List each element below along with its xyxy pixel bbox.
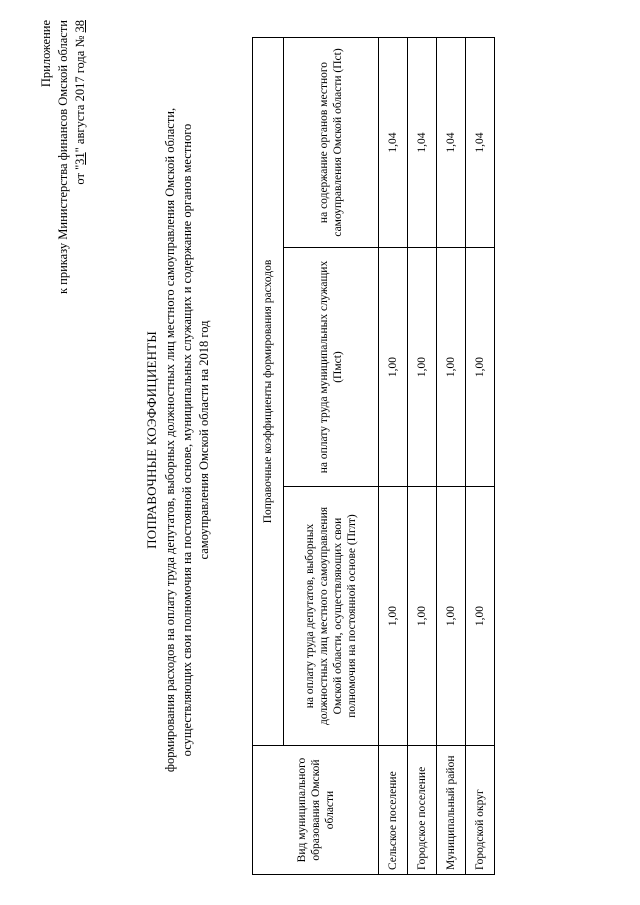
appendix-date-prefix: от "	[73, 164, 87, 185]
header-maintenance: на содержание органов местного самоуправления Омской области (Пct)	[284, 38, 379, 248]
appendix-note	[38, 20, 89, 294]
row-value-deputies: 1,00	[466, 487, 495, 746]
row-value-employees: 1,00	[379, 248, 408, 487]
table-row	[466, 38, 495, 875]
row-name: Городской округ	[466, 746, 495, 875]
header-deputies: на оплату труда депутатов, выборных должностных лиц местного самоуправления Омской области, осуществляющих свои полномочия на постоянной основе (Пглт)	[284, 487, 379, 746]
row-name: Сельское поселение	[379, 746, 408, 875]
table-row	[437, 38, 466, 875]
coefficients-table	[252, 37, 495, 875]
row-value-deputies: 1,00	[408, 487, 437, 746]
appendix-line-1: Приложение	[39, 20, 53, 88]
document-title	[143, 30, 213, 850]
table-row	[379, 38, 408, 875]
title-line-1: формирования расходов на оплату труда депутатов, выборных должностных лиц местного самоуправления Омской области,	[163, 107, 177, 773]
header-kind: Вид муниципального образования Омской области	[253, 746, 379, 875]
table-row	[408, 38, 437, 875]
row-value-deputies: 1,00	[379, 487, 408, 746]
row-name: Городское поселение	[408, 746, 437, 875]
appendix-day: 31	[73, 152, 87, 165]
appendix-line-3	[72, 20, 89, 294]
title-line-2: осуществляющих свои полномочия на постоянной основе, муниципальных служащих и содержание органов местного	[180, 123, 194, 757]
header-group: Поправочные коэффициенты формирования расходов	[253, 38, 284, 746]
table-header-row	[253, 38, 284, 875]
row-value-maintenance: 1,04	[379, 38, 408, 248]
appendix-number: 38	[73, 20, 87, 33]
row-value-employees: 1,00	[408, 248, 437, 487]
row-name: Муниципальный район	[437, 746, 466, 875]
title-heading: ПОПРАВОЧНЫЕ КОЭФФИЦИЕНТЫ	[144, 331, 159, 549]
row-value-employees: 1,00	[437, 248, 466, 487]
row-value-maintenance: 1,04	[466, 38, 495, 248]
appendix-line-2: к приказу Министерства финансов Омской области	[56, 20, 70, 295]
row-value-employees: 1,00	[466, 248, 495, 487]
row-value-maintenance: 1,04	[437, 38, 466, 248]
appendix-date-mid: " августа 2017 года №	[73, 35, 87, 153]
row-value-deputies: 1,00	[437, 487, 466, 746]
header-employees: на оплату труда муниципальных служащих (Пмсt)	[284, 248, 379, 487]
title-line-3: самоуправления Омской области на 2018 год	[197, 320, 211, 560]
row-value-maintenance: 1,04	[408, 38, 437, 248]
